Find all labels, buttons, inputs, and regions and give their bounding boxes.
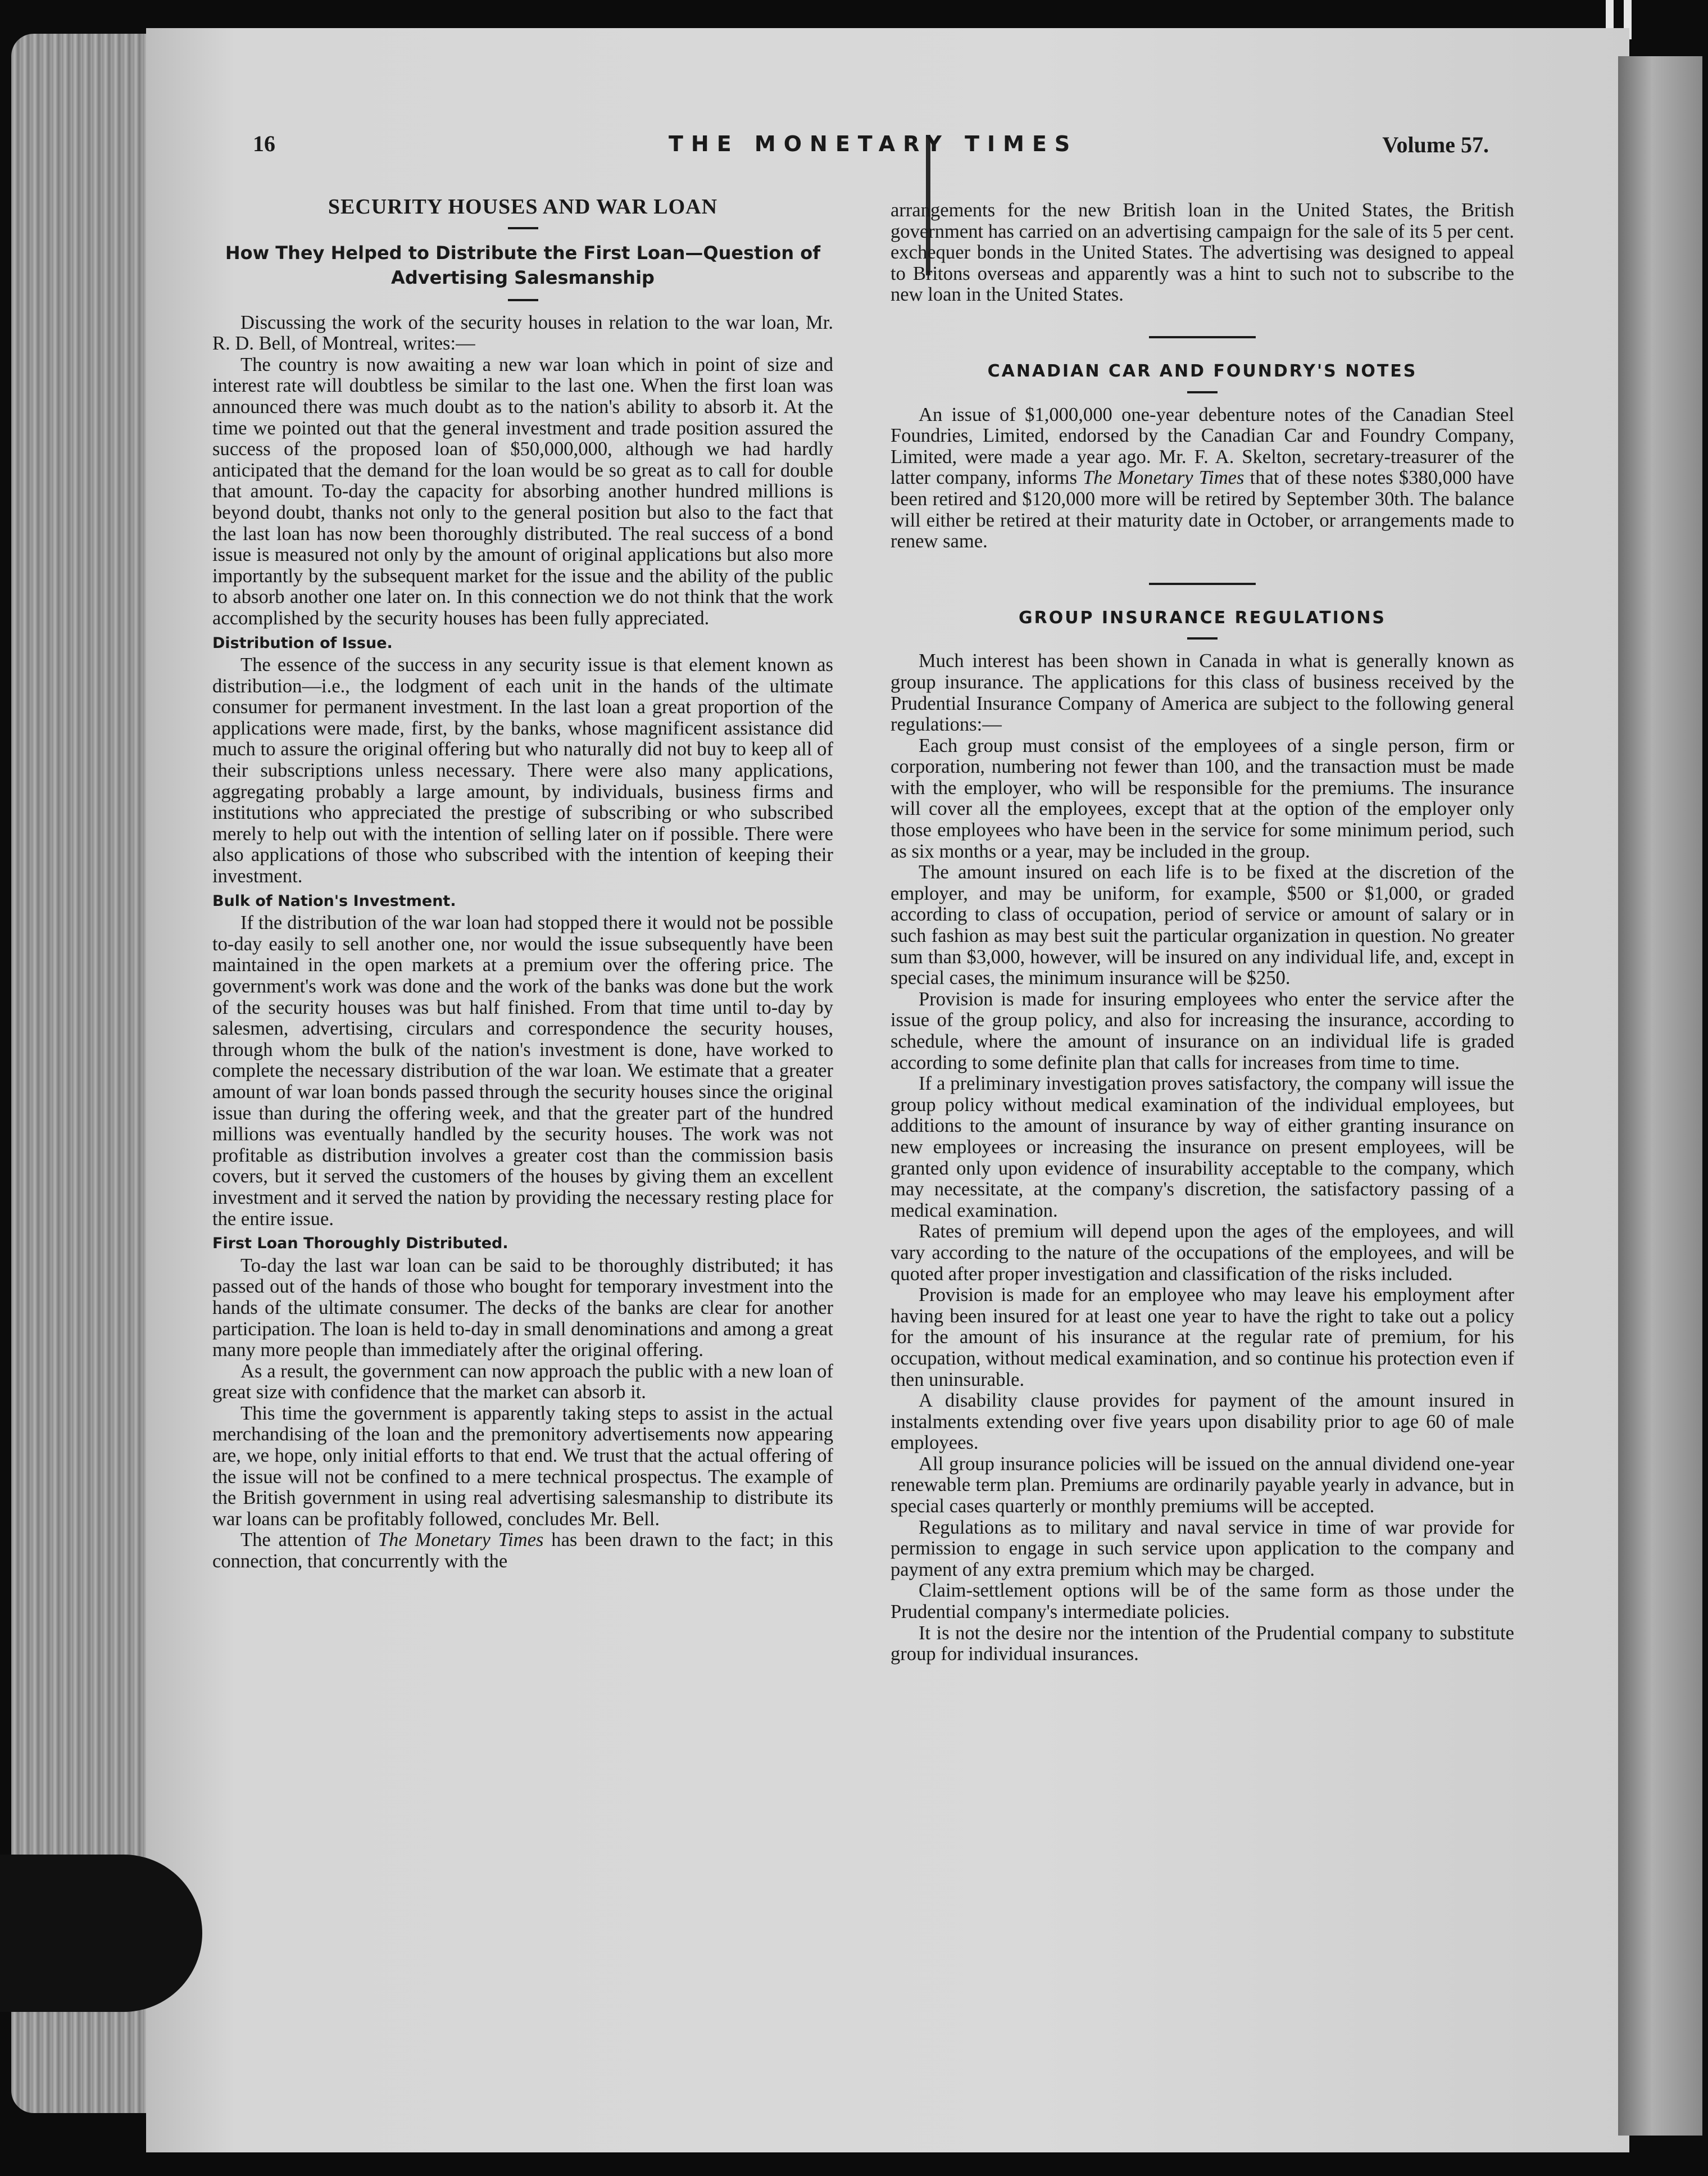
article-paragraph: If a preliminary investigation proves satisfactory, the company will issue the group policy without medical examination of the individual employees, but additions to the amount of insurance by way of either granting insurance on new employees or increasing the insurance on present employees, will be granted only upon evidence of insurability acceptable to the company, which may necessitate, at the company's discretion, the satisfactory passing of a medical examination. xyxy=(891,1073,1514,1221)
article-paragraph: The essence of the success in any security issue is that element known as distribution—i.e., the lodgment of each unit in the hands of the ultimate consumer for permanent investment. In the last loan a great proportion of the applications were made, first, by the banks, whose magnificent assistance did much to assure the original offering but who naturally did not buy to keep all of their subscriptions unless necessary. There were also many applications, aggregating probably a large amount, by individuals, business firms and institutions who appreciated the prestige of subscribing or who subscribed merely to help out with the intention of selling later on if possible. There were also applications of those who subscribed with the intention of keeping their investment. xyxy=(212,654,833,887)
section-subhead: First Loan Thoroughly Distributed. xyxy=(212,1235,508,1253)
running-head xyxy=(253,130,1489,164)
section-subhead: Distribution of Issue. xyxy=(212,634,393,652)
article-title: CANADIAN CAR AND FOUNDRY'S NOTES xyxy=(987,361,1418,381)
page-number: 16 xyxy=(253,131,275,156)
volume-number: Volume 57. xyxy=(1382,132,1489,157)
article-paragraph: If the distribution of the war loan had stopped there it would not be possible to-day easily to sell another one, nor would the issue subsequently have been maintained in the open markets at a premium over the offering price. The government's work was done and the work of the banks was done but the work of the security houses was but half finished. From that time until to-day by salesmen, advertising, circulars and correspondence the security houses, through whom the bulk of the nation's investment is done, have worked to complete the necessary distribution of the war loan. We estimate that a greater amount of war loan bonds passed through the security houses since the original issue than during the offering week, and that the greater part of the hundred millions was eventually handled by the security houses. The work was not profitable as distribution involves a greater cost than the commission basis covers, but it served the customers of the houses by giving them an excellent investment and it served the nation by providing the necessary resting place for the entire issue. xyxy=(212,912,833,1230)
article-paragraph: The country is now awaiting a new war loan which in point of size and interest rate will doubtless be similar to the last one. When the first loan was announced there was much doubt as to the nation's ability to absorb it. At the time we pointed out that the general investment and trade position assured the success of the proposed loan of $50,000,000, although we had hardly anticipated that the demand for the loan would be so great as to call for double that amount. To-day the capacity for absorbing another hundred millions is beyond doubt, thanks not only to the general position but also to the fact that the last loan has now been thoroughly distributed. The real success of a bond issue is measured not only by the amount of original applications but also more importantly by the subsequent market for the issue and the ability of the public to absorb another one later on. In this connection we do not think that the work accomplished by the security houses has been fully appreciated. xyxy=(212,353,833,629)
article-paragraph xyxy=(212,1530,833,1572)
article-subtitle: How They Helped to Distribute the First Loan—Question of Advertising Salesmanship xyxy=(225,242,821,288)
article-paragraph: Provision is made for insuring employees who enter the service after the issue of the group policy, and also for increasing the insurance, according to schedule, where the amount of insurance on an individual life is graded according to some definite plan that calls for increases from time to time. xyxy=(891,988,1514,1073)
article-paragraph-continued: arrangements for the new British loan in the United States, the British government has carried on an advertising campaign for the sale of its 5 per cent. exchequer bonds in the United States. The advertising was designed to appeal to Britons overseas and apparently was a hint to such not to subscribe to the new loan in the United States. xyxy=(891,200,1514,306)
text-run: has been drawn to the fact; in this connection, that concurrently with the xyxy=(212,1529,833,1572)
article-paragraph xyxy=(891,405,1514,552)
section-divider xyxy=(1149,583,1256,585)
article-paragraph: This time the government is apparently taking steps to assist in the actual merchandising of the loan and the premonitory advertisements now appearing are, we hope, only initial efforts to that end. We trust that the actual offering of the issue will not be confined to a mere technical prospectus. The example of the British government in using real advertising salesmanship to distribute its war loans can be profitably followed, concludes Mr. Bell. xyxy=(212,1402,833,1530)
page-clip xyxy=(0,1855,202,2012)
title-rule xyxy=(1187,637,1218,640)
article-paragraph: Discussing the work of the security houses in relation to the war loan, Mr. R. D. Bell, of Montreal, writes:— xyxy=(212,311,833,355)
article-paragraph: All group insurance policies will be issued on the annual dividend one-year renewable term plan. Premiums are ordinarily payable yearly in advance, but in special cases quarterly or monthly premiums will be accepted. xyxy=(891,1453,1514,1517)
journal-name-italic: The Monetary Times xyxy=(1083,467,1244,489)
title-rule xyxy=(508,227,538,229)
article-paragraph: Regulations as to military and naval service in time of war provide for permission to engage in such service upon application to the company and payment of any extra premium which may be charged. xyxy=(891,1516,1514,1580)
section-subhead: Bulk of Nation's Investment. xyxy=(212,892,456,910)
article-paragraph: It is not the desire nor the intention of the Prudential company to substitute group for individual insurances. xyxy=(891,1622,1514,1665)
facing-page-edge xyxy=(1618,56,1702,2136)
subtitle-rule xyxy=(508,299,538,301)
title-rule xyxy=(1187,391,1218,393)
journal-name-italic: The Monetary Times xyxy=(378,1529,544,1551)
article-paragraph: Much interest has been shown in Canada in what is generally known as group insurance. The applications for this class of business received by the Prudential Insurance Company of America are subject to the following general regulations:— xyxy=(891,650,1514,736)
text-run: The attention of xyxy=(240,1529,378,1551)
text-run: An issue of $1,000,000 one-year debenture notes of the Canadian Steel Foundries, Limited, endorsed by the Canadian Car and Foundry Company, Limited, were made a year ago. Mr. F. A. Skelton, secretary-treasurer of the latter company, informs xyxy=(891,404,1514,489)
section-divider xyxy=(1149,336,1256,338)
text-run: that of these notes $380,000 have been retired and $120,000 more will be retired by September 30th. The balance will either be retired at their maturity date in October, or arrangements made to renew same. xyxy=(891,467,1514,552)
article-paragraph: To-day the last war loan can be said to be thoroughly distributed; it has passed out of the hands of those who bought for temporary investment into the hands of the ultimate consumer. The decks of the banks are clear for another participation. The loan is held to-day in small denominations and among a great many more people than immediately after the original offering. xyxy=(212,1254,833,1361)
article-title: SECURITY HOUSES AND WAR LOAN xyxy=(328,195,718,219)
right-column xyxy=(891,200,1514,1665)
article-paragraph: Rates of premium will depend upon the ages of the employees, and will vary according to the nature of the occupations of the employees, and will be quoted after proper investigation and classification of the risks included. xyxy=(891,1221,1514,1285)
article-paragraph: Each group must consist of the employees of a single person, firm or corporation, numbering not fewer than 100, and the transaction must be made with the employer, who will be responsible for the premiums. The insurance will cover all the employees, except that at the option of the employer only those employees who have been in the service for some minimum period, such as six months or a year, may be included in the group. xyxy=(891,735,1514,862)
article-paragraph: Provision is made for an employee who may leave his employment after having been insured for at least one year to have the right to take out a policy for the amount of his insurance at the regular rate of premium, for his occupation, without medical examination, and so continue his protection even if then uninsurable. xyxy=(891,1284,1514,1390)
article-title: GROUP INSURANCE REGULATIONS xyxy=(1018,608,1387,628)
article-paragraph: A disability clause provides for payment of the amount insured in instalments extending over five years upon disability prior to age 60 of male employees. xyxy=(891,1390,1514,1454)
article-paragraph: As a result, the government can now approach the public with a new loan of great size with confidence that the market can absorb it. xyxy=(212,1360,833,1403)
journal-name: THE MONETARY TIMES xyxy=(669,132,1078,156)
article-paragraph: The amount insured on each life is to be fixed at the discretion of the employer, and may be uniform, for example, $500 or $1,000, or graded according to class of occupation, period of service or amount of salary or in such fashion as may best suit the particular organization in question. No greater sum than $3,000, however, will be insured on any individual life, and, except in special cases, the minimum insurance will be $250. xyxy=(891,862,1514,989)
article-paragraph: Claim-settlement options will be of the same form as those under the Prudential company's intermediate policies. xyxy=(891,1580,1514,1623)
left-column xyxy=(212,197,833,1572)
